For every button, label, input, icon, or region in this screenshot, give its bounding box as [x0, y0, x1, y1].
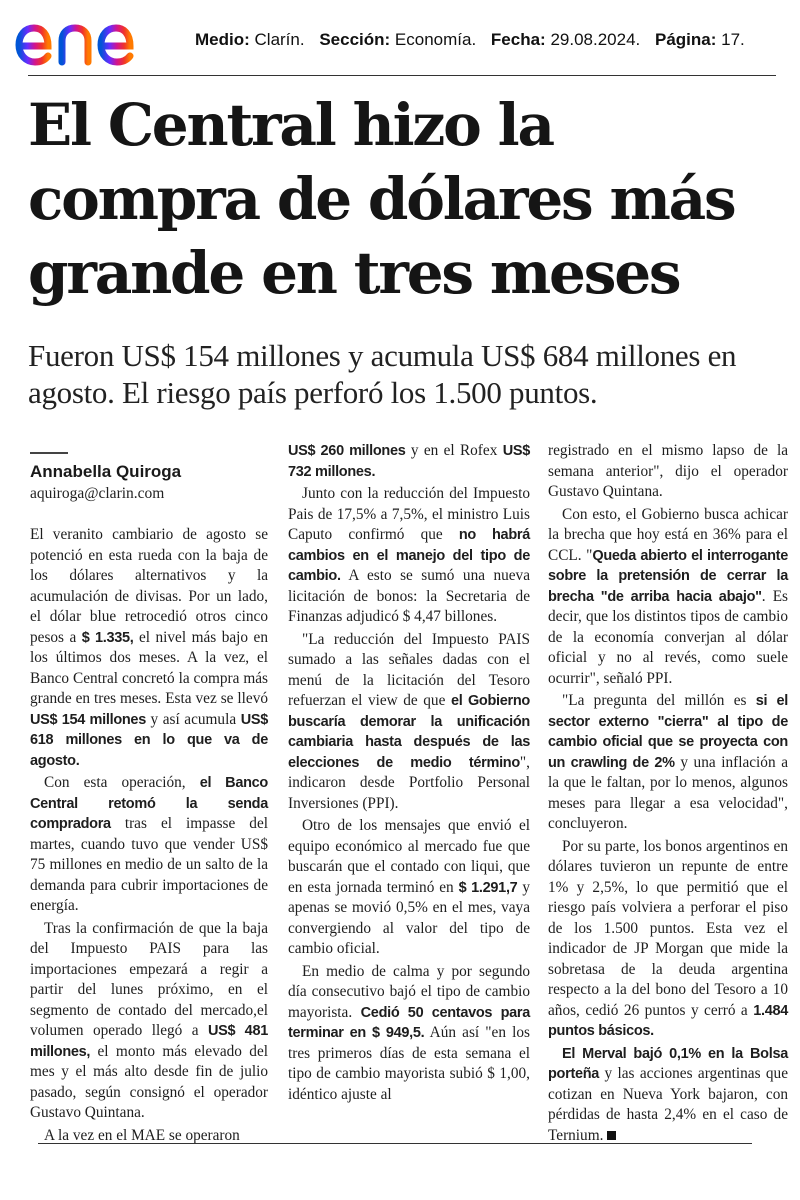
paragraph: Tras la confirmación de que la baja del Impuesto PAIS para las importaciones empezará a regir a partir del lunes próximo, en el segmento de contado del mercado,el volumen operado llegó a US$ 481 millones, el monto más elevado del mes y el más alto desde fin de julio pasado, según consignó el operador Gustavo Quintana. — [30, 919, 268, 1121]
medio-label: Medio: — [195, 30, 250, 49]
paragraph: Con esta operación, el Banco Central retomó la senda compradora tras el impasse del martes, cuando tuvo que vender US$ 75 millones en medio de un salto de la demanda para cubrir importaciones de energía. — [30, 774, 268, 914]
medio-value: Clarín. — [254, 30, 305, 49]
article-column-3 — [548, 441, 788, 1148]
pagina-label: Página: — [655, 30, 717, 49]
paragraph: "La pregunta del millón es si el sector externo "cierra" al tipo de cambio oficial que se proyecta con un crawling de 2% y una inflación a la que le faltan, por lo menos, algunos meses para llegar a esa velocidad", concluyeron. — [548, 692, 788, 832]
header-divider — [28, 75, 776, 76]
pagina-value: 17. — [721, 30, 745, 49]
paragraph: Otro de los mensajes que envió el equipo económico al mercado fue que buscarán que el contado con liqui, que en esta jornada terminó en $ 1.291,7 y apenas se movió 0,5% en el mes, vaya convergiendo al valor del tipo de cambio oficial. — [288, 817, 530, 957]
paragraph: A la vez en el MAE se operaron — [44, 1126, 240, 1144]
article-column-1 — [30, 525, 268, 1148]
seccion-label: Sección: — [319, 30, 391, 49]
paragraph: Por su parte, los bonos argentinos en dólares tuvieron un repunte de entre 1% y 2,5%, lo que permitió que el riesgo país volviera a perforar el piso de los 1.500 puntos. Esta vez el indicador de JP Morgan que mide la sobretasa de la deuda argentina respecto a la del bono del Tesoro a 10 años, cedió 26 puntos y cerró a 1.484 puntos básicos. — [548, 837, 788, 1039]
paragraph: "La reducción del Impuesto PAIS sumado a las señales dadas con el menú de la licitación del Tesoro refuerzan el view de que el Gobierno buscaría demorar la unificación cambiaria hasta después de las elecciones de medio término", indicaron desde Portfolio Personal Inversiones (PPI). — [288, 630, 530, 812]
seccion-value: Economía. — [394, 30, 477, 49]
enel-logo — [14, 8, 184, 70]
fecha-value: 29.08.2024. — [550, 30, 641, 49]
author-email: aquiroga@clarin.com — [30, 485, 165, 502]
author-name: Annabella Quiroga — [30, 462, 182, 481]
clipping-metadata — [195, 30, 785, 50]
paragraph: Con esto, el Gobierno busca achicar la brecha que hoy está en 36% para el CCL. "Queda abierto el interrogante sobre la pretensión de cerrar la brecha "de arriba hacia abajo". Es decir, que los distintos tipos de cambio de la economía converjan al dólar oficial y no al revés, como suele ocurrir", señaló PPI. — [548, 505, 788, 687]
footer-divider — [38, 1143, 752, 1144]
paragraph: El veranito cambiario de agosto se potenció en esta rueda con la baja de los dólares alternativos y la acumulación de divisas. Por un lado, el dólar blue retrocedió otros cinco pesos a $ 1.335, el nivel más bajo en los últimos dos meses. A la vez, el Banco Central concretó la compra más grande en tres meses. Esta vez se llevó US$ 154 millones y así acumula US$ 618 millones en lo que va de agosto. — [30, 526, 268, 769]
paragraph: En medio de calma y por segundo día consecutivo bajó el tipo de cambio mayorista. Cedió 50 centavos para terminar en $ 949,5. Aún así "en los tres primeros días de esta semana el tipo de cambio mayorista subió $ 1,00, idéntico ajuste al — [288, 962, 530, 1103]
article-headline: El Central hizo la compra de dólares más grande en tres meses — [28, 91, 735, 307]
byline-divider — [30, 452, 68, 454]
article-column-2 — [288, 441, 530, 1107]
paragraph: registrado en el mismo lapso de la semana anterior", dijo el operador Gustavo Quintana. — [548, 442, 788, 500]
paragraph: US$ 260 millones y en el Rofex US$ 732 millones. — [288, 442, 530, 480]
end-of-article-icon — [607, 1131, 616, 1140]
paragraph: Junto con la reducción del Impuesto Pais de 17,5% a 7,5%, el ministro Luis Caputo confirmó que no habrá cambios en el manejo del tipo de cambio. A esto se sumó una nueva licitación de bonos: la Secretaria de Finanzas adjudicó $ 4,47 billones. — [288, 485, 530, 625]
paragraph: El Merval bajó 0,1% en la Bolsa porteña y las acciones argentinas que cotizan en Nueva York bajaron, con pérdidas de hasta 2,4% en el caso de Ternium. — [548, 1045, 788, 1144]
article-subhead: Fueron US$ 154 millones y acumula US$ 684 millones en agosto. El riesgo país perforó los 1.500 puntos. — [28, 338, 737, 410]
fecha-label: Fecha: — [490, 30, 546, 49]
